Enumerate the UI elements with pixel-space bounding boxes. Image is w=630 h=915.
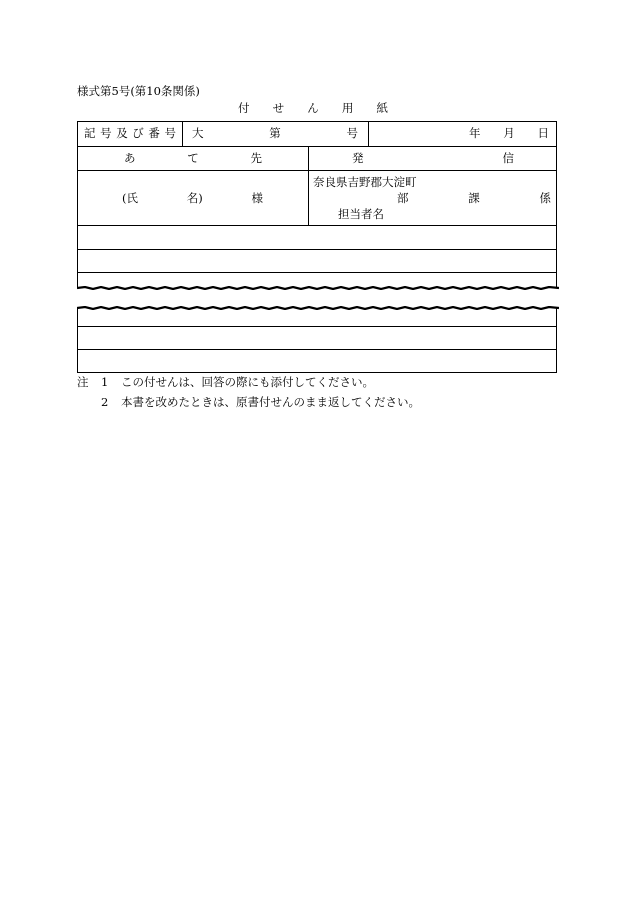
form-number: 様式第5号(第10条関係) — [77, 84, 200, 98]
table-line — [77, 326, 557, 327]
table-line — [556, 308, 557, 372]
addressee-header: あ て 先 — [124, 151, 262, 165]
table-line — [77, 121, 557, 122]
record-number-label: 記 号 及 び 番 号 — [84, 126, 176, 140]
table-line — [77, 349, 557, 350]
break-line-bottom — [77, 306, 559, 310]
break-line-top — [77, 286, 559, 290]
table-line — [77, 249, 557, 250]
person-in-charge: 担当者名 — [338, 207, 384, 221]
table-line — [77, 170, 557, 171]
date-field: 年 月 日 — [469, 126, 549, 140]
table-line — [556, 121, 557, 288]
table-line — [77, 372, 557, 373]
notes-lead: 注 — [77, 375, 89, 389]
record-number-value: 大 第 号 — [192, 126, 358, 140]
table-line — [77, 308, 78, 372]
table-line — [308, 146, 309, 225]
document-title: 付 せ ん 用 紙 — [238, 101, 388, 115]
sender-department: 部 課 係 — [397, 191, 551, 205]
table-line — [77, 272, 557, 273]
table-line — [77, 225, 557, 226]
sender-town: 奈良県吉野郡大淀町 — [313, 175, 417, 189]
table-line — [182, 121, 183, 146]
note-text: 本書を改めたときは、原書付せんのまま返してください。 — [121, 395, 420, 409]
note-number: 1 — [101, 375, 109, 389]
note-text: この付せんは、回答の際にも添付してください。 — [121, 375, 374, 389]
table-line — [77, 146, 557, 147]
table-line — [77, 121, 78, 288]
sender-header: 発 信 — [352, 151, 514, 165]
note-number: 2 — [101, 395, 109, 409]
addressee-name-field: (氏 名) 様 — [122, 191, 263, 205]
table-line — [368, 121, 369, 146]
